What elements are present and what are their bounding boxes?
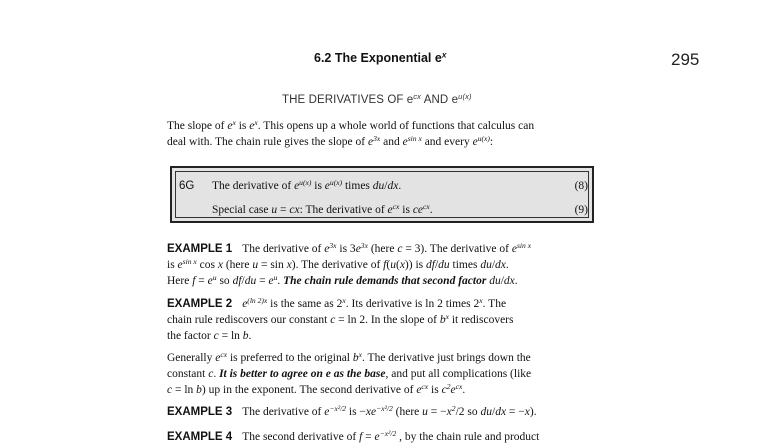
example-1: EXAMPLE 1 The derivative of $e^{3x}$ is $3e^{3x}$ (here c = 3). The derivative of $e^{sin x}$ is $e^{sin x}$ cos x (here u = sin x). The derivative of f(u(x)) is df/du times du/dx. Here $f = e^u$ so $df/du = e^u$. The chain rule demands that second factor du/dx. <box>167 240 532 287</box>
example-1-label: EXAMPLE 1 <box>167 243 233 255</box>
page-number: 295 <box>671 50 700 69</box>
equation-number-8: (8) <box>574 180 588 192</box>
general-remark-paragraph: Generally $e^{cx}$ is preferred to the original $b^x$. The derivative just brings down the constant c. It is better to agree on e as the base, and put all complications (like c = ln b) up in the exponent. The second derivative of $e^{cx}$ is $c^2e^{cx}$. <box>167 349 532 396</box>
intro-paragraph: The slope of $e^x$ is $e^x$. This opens up a whole world of functions that calculus can deal with. The chain rule gives the slope of $e^{3x}$ and $e^{sin x}$ and every $e^{u(x)}$: <box>167 117 535 148</box>
example-3: EXAMPLE 3 The derivative of $e^{-x^2/2}$ is $-xe^{-x^2/2}$ (here $u = -x^2/2$ so du/dx = −x). <box>167 403 537 418</box>
example-3-label: EXAMPLE 3 <box>167 406 233 418</box>
example-4: EXAMPLE 4 The second derivative of $f = e^{-x^2/2}$ , by the chain rule and product <box>167 428 540 443</box>
example-4-label: EXAMPLE 4 <box>167 431 233 443</box>
theorem-statement: The derivative of $e^{u(x)}$ is $e^{u(x)}$ times du/dx. <box>212 177 402 192</box>
theorem-special-case: Special case u = cx: The derivative of $e^{cx}$ is $ce^{cx}$. <box>212 201 433 216</box>
running-head: 6.2 The Exponential $e^x$ <box>314 50 447 65</box>
example-2: EXAMPLE 2 $e^{(ln 2)x}$ is the same as 2$^x$. Its derivative is ln 2 times 2$^x$. The chain rule rediscovers our constant c = ln 2. In the slope of $b^x$ it rediscovers the factor c = ln b. <box>167 295 514 342</box>
equation-number-9: (9) <box>574 204 588 216</box>
theorem-label: 6G <box>179 180 195 192</box>
section-title: THE DERIVATIVES OF $e^{cx}$ AND $e^{u(x)}$ <box>282 91 472 106</box>
example-2-label: EXAMPLE 2 <box>167 298 233 310</box>
theorem-box <box>170 166 594 223</box>
